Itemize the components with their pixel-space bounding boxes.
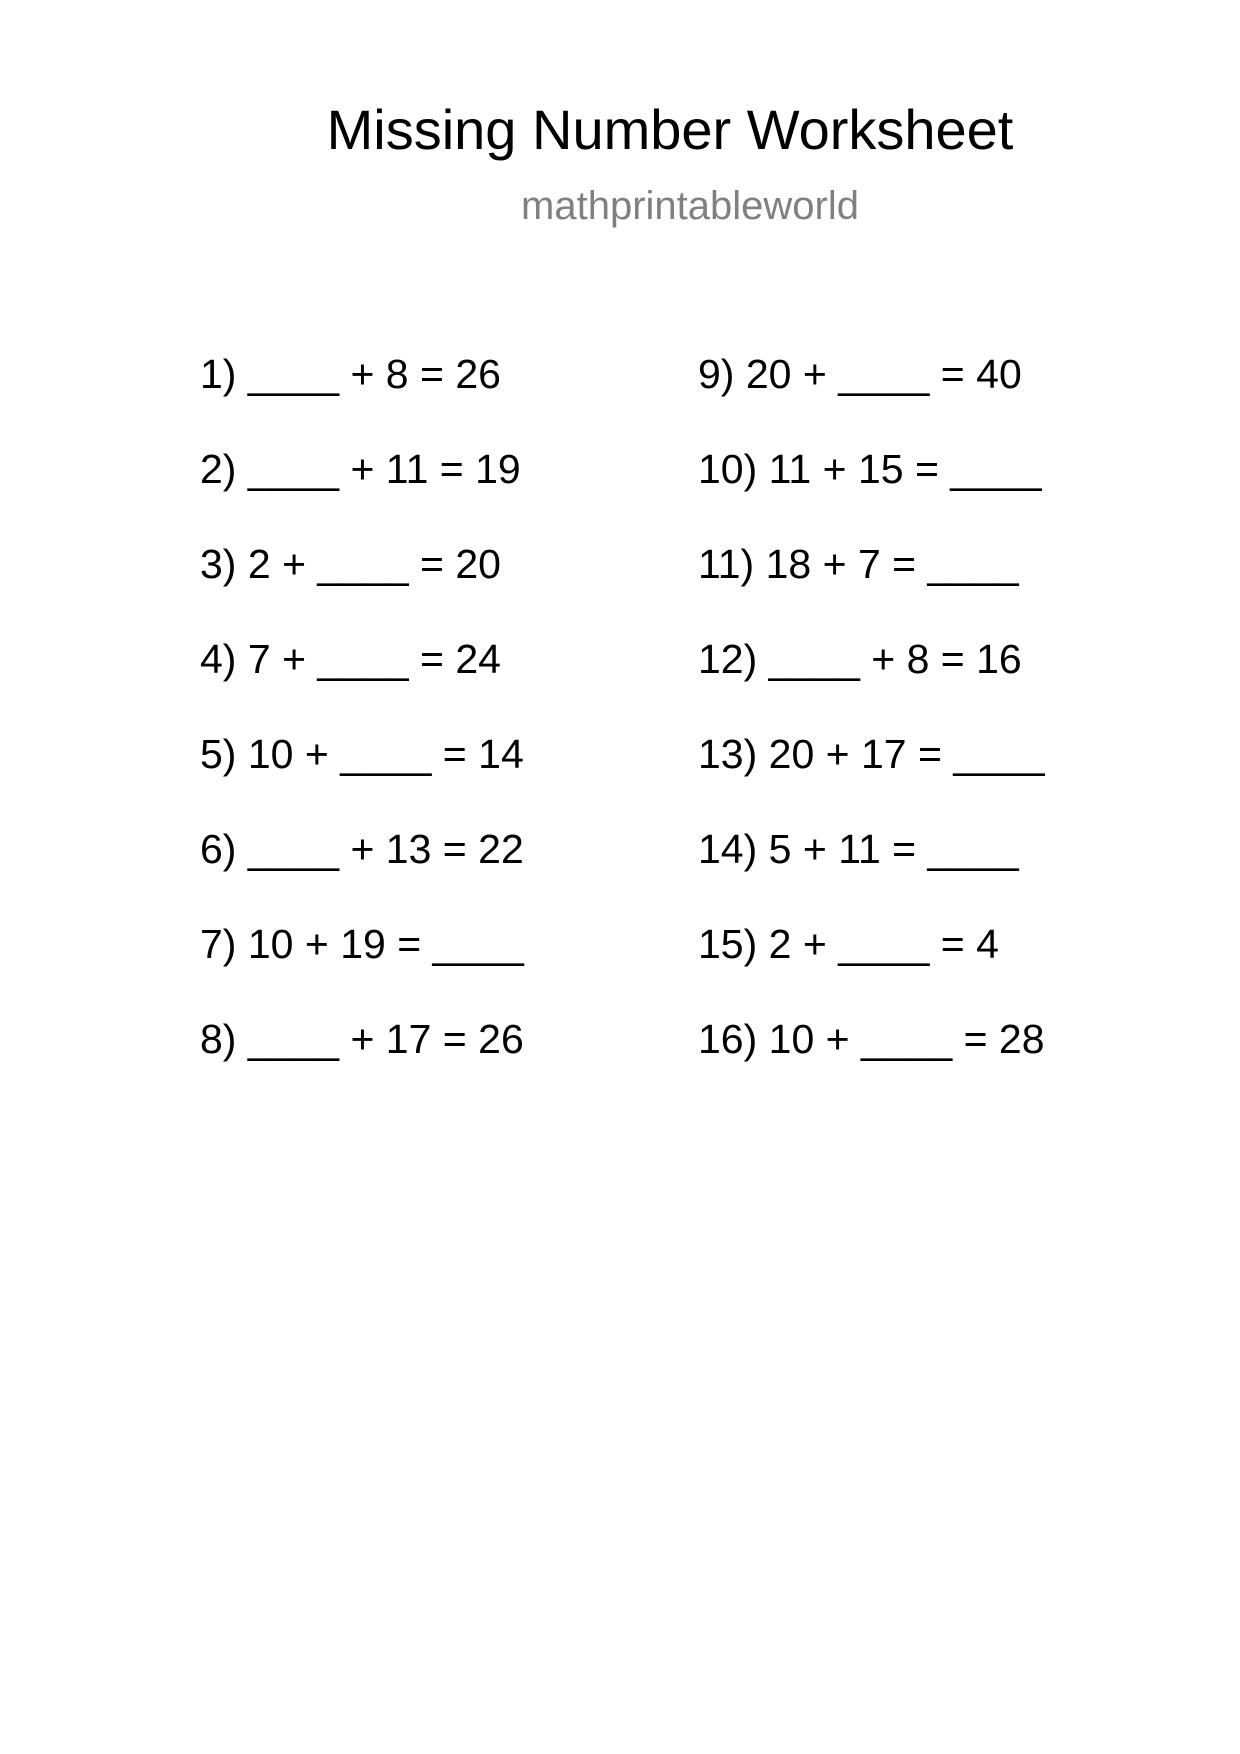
problem-number: 4): [200, 636, 237, 682]
problem-item: [698, 445, 1045, 540]
problem-item: [698, 1015, 1045, 1110]
problem-item: [698, 540, 1045, 635]
problem-number: 3): [200, 541, 237, 587]
page-subtitle: mathprintableworld: [521, 184, 859, 228]
problem-number: 16): [698, 1016, 758, 1062]
problem-number: 13): [698, 731, 758, 777]
problem-number: 2): [200, 446, 237, 492]
problem-expression: 10 + 19 = ____: [247, 921, 524, 967]
problem-item: [698, 920, 1045, 1015]
problem-number: 5): [200, 731, 237, 777]
problem-expression: ____ + 11 = 19: [247, 446, 521, 492]
problem-number: 9): [698, 351, 735, 397]
problem-number: 11): [698, 541, 755, 587]
problem-number: 10): [698, 446, 758, 492]
problem-expression: 7 + ____ = 24: [247, 636, 501, 682]
problem-item: [698, 730, 1045, 825]
problem-expression: 2 + ____ = 4: [768, 921, 999, 967]
problem-expression: 10 + ____ = 28: [768, 1016, 1045, 1062]
problem-item: [698, 825, 1045, 920]
problem-item: [200, 1015, 524, 1110]
page-title: Missing Number Worksheet: [326, 98, 1014, 161]
problem-expression: 2 + ____ = 20: [247, 541, 501, 587]
problem-item: [200, 920, 524, 1015]
problem-expression: 5 + 11 = ____: [768, 826, 1019, 872]
problem-item: [200, 825, 524, 920]
problem-expression: 11 + 15 = ____: [768, 446, 1042, 492]
problem-expression: ____ + 13 = 22: [247, 826, 524, 872]
problems-column-right: [698, 350, 1045, 1110]
problem-expression: 10 + ____ = 14: [247, 731, 524, 777]
problem-expression: 18 + 7 = ____: [765, 541, 1019, 587]
problem-expression: 20 + ____ = 40: [745, 351, 1022, 397]
problem-number: 14): [698, 826, 758, 872]
problem-number: 1): [200, 351, 237, 397]
problem-expression: 20 + 17 = ____: [768, 731, 1045, 777]
problem-item: [698, 350, 1045, 445]
problem-number: 6): [200, 826, 237, 872]
problem-number: 15): [698, 921, 758, 967]
problems-column-left: [200, 350, 524, 1110]
problem-expression: ____ + 8 = 26: [247, 351, 501, 397]
problem-number: 8): [200, 1016, 237, 1062]
problem-number: 12): [698, 636, 758, 682]
problem-item: [698, 635, 1045, 730]
problem-number: 7): [200, 921, 237, 967]
problem-item: [200, 730, 524, 825]
problem-item: [200, 635, 524, 730]
problem-item: [200, 445, 524, 540]
problem-item: [200, 540, 524, 635]
problem-expression: ____ + 17 = 26: [247, 1016, 524, 1062]
problem-expression: ____ + 8 = 16: [768, 636, 1022, 682]
problem-item: [200, 350, 524, 445]
